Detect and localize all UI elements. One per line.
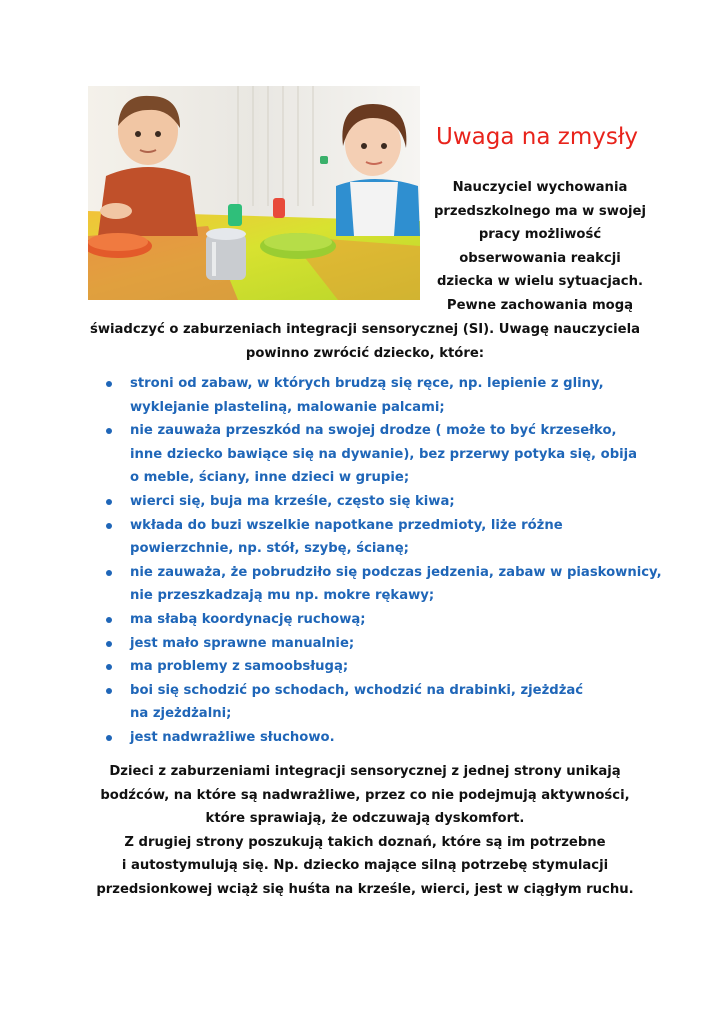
closing-paragraph xyxy=(60,760,670,902)
bullet-dot-icon xyxy=(106,523,112,529)
list-item-text: ma problemy z samoobsługą; xyxy=(130,659,349,675)
list-item-text: stroni od zabaw, w których brudzą się ręce, np. lepienie z gliny, xyxy=(130,376,604,391)
page-title: Uwaga na zmysły xyxy=(436,124,638,150)
text-line: dziecka w wielu sytuacjach. xyxy=(436,274,644,290)
text-line: obserwowania reakcji xyxy=(459,250,621,266)
list-item xyxy=(100,726,660,750)
text-line: i autostymulują się. Np. dziecko mające silną potrzebę stymulacji xyxy=(121,858,609,874)
list-item-text: nie zauważa przeszkód na swojej drodze ( może to być krzesełko, xyxy=(130,423,617,439)
list-item xyxy=(100,679,660,726)
text-line: pracy możliwość xyxy=(478,227,602,243)
list-item-text: wierci się, buja ma krześle, często się kiwa; xyxy=(130,493,455,509)
list-item xyxy=(100,632,660,656)
intro-paragraph-full xyxy=(60,318,670,365)
list-item xyxy=(100,419,660,490)
bullet-dot-icon xyxy=(106,428,112,434)
bullet-dot-icon xyxy=(106,664,112,670)
bullet-dot-icon xyxy=(106,499,112,505)
list-item xyxy=(100,608,660,632)
text-line: które sprawiają, że odczuwają dyskomfort. xyxy=(205,811,525,827)
bullet-dot-icon xyxy=(106,641,112,647)
intro-paragraph-side xyxy=(428,176,652,318)
list-item-text: wkłada do buzi wszelkie napotkane przedmioty, liże różne xyxy=(130,517,563,533)
list-item xyxy=(100,655,660,679)
list-item-text: o meble, ściany, inne dzieci w grupie; xyxy=(130,470,410,486)
bullet-dot-icon xyxy=(106,381,112,387)
text-line: Dzieci z zaburzeniami integracji sensorycznej z jednej strony unikają xyxy=(109,764,621,779)
list-item xyxy=(100,561,660,608)
list-item xyxy=(100,372,660,419)
list-item-text: na zjeżdżalni; xyxy=(130,706,232,722)
text-line: bodźców, na które są nadwrażliwe, przez co nie podejmują aktywności, xyxy=(100,787,630,803)
list-item-text: jest mało sprawne manualnie; xyxy=(130,635,355,651)
list-item-text: boi się schodzić po schodach, wchodzić na drabinki, zjeżdżać xyxy=(130,682,584,698)
bullet-dot-icon xyxy=(106,688,112,694)
text-line: przedszkolnego ma w swojej xyxy=(433,203,647,219)
list-item-text: wyklejanie plasteliną, malowanie palcami; xyxy=(130,399,445,415)
text-line: Nauczyciel wychowania xyxy=(452,180,628,195)
bullet-dot-icon xyxy=(106,570,112,576)
list-item-text: jest nadwrażliwe słuchowo. xyxy=(130,729,335,745)
list-item xyxy=(100,514,660,561)
children-at-table-photo xyxy=(88,86,420,300)
symptom-list xyxy=(100,372,660,750)
text-line: świadczyć o zaburzeniach integracji sensorycznej (SI). Uwagę nauczyciela xyxy=(89,322,641,337)
list-item-text: powierzchnie, np. stół, szybę, ścianę; xyxy=(130,541,409,557)
text-line: przedsionkowej wciąż się huśta na krześle, wierci, jest w ciągłym ruchu. xyxy=(96,881,634,897)
list-item xyxy=(100,490,660,514)
list-item-text: nie przeszkadzają mu np. mokre rękawy; xyxy=(130,588,435,604)
text-line: Pewne zachowania mogą xyxy=(446,297,634,313)
bullet-dot-icon xyxy=(106,617,112,623)
list-item-text: nie zauważa, że pobrudziło się podczas jedzenia, zabaw w piaskownicy, xyxy=(130,564,662,580)
text-line: Z drugiej strony poszukują takich doznań, które są im potrzebne xyxy=(124,834,606,850)
text-line: powinno zwrócić dziecko, które: xyxy=(245,345,485,361)
list-item-text: ma słabą koordynację ruchową; xyxy=(130,611,366,627)
list-item-text: inne dziecko bawiące się na dywanie), bez przerwy potyka się, obija xyxy=(130,446,638,462)
bullet-dot-icon xyxy=(106,735,112,741)
